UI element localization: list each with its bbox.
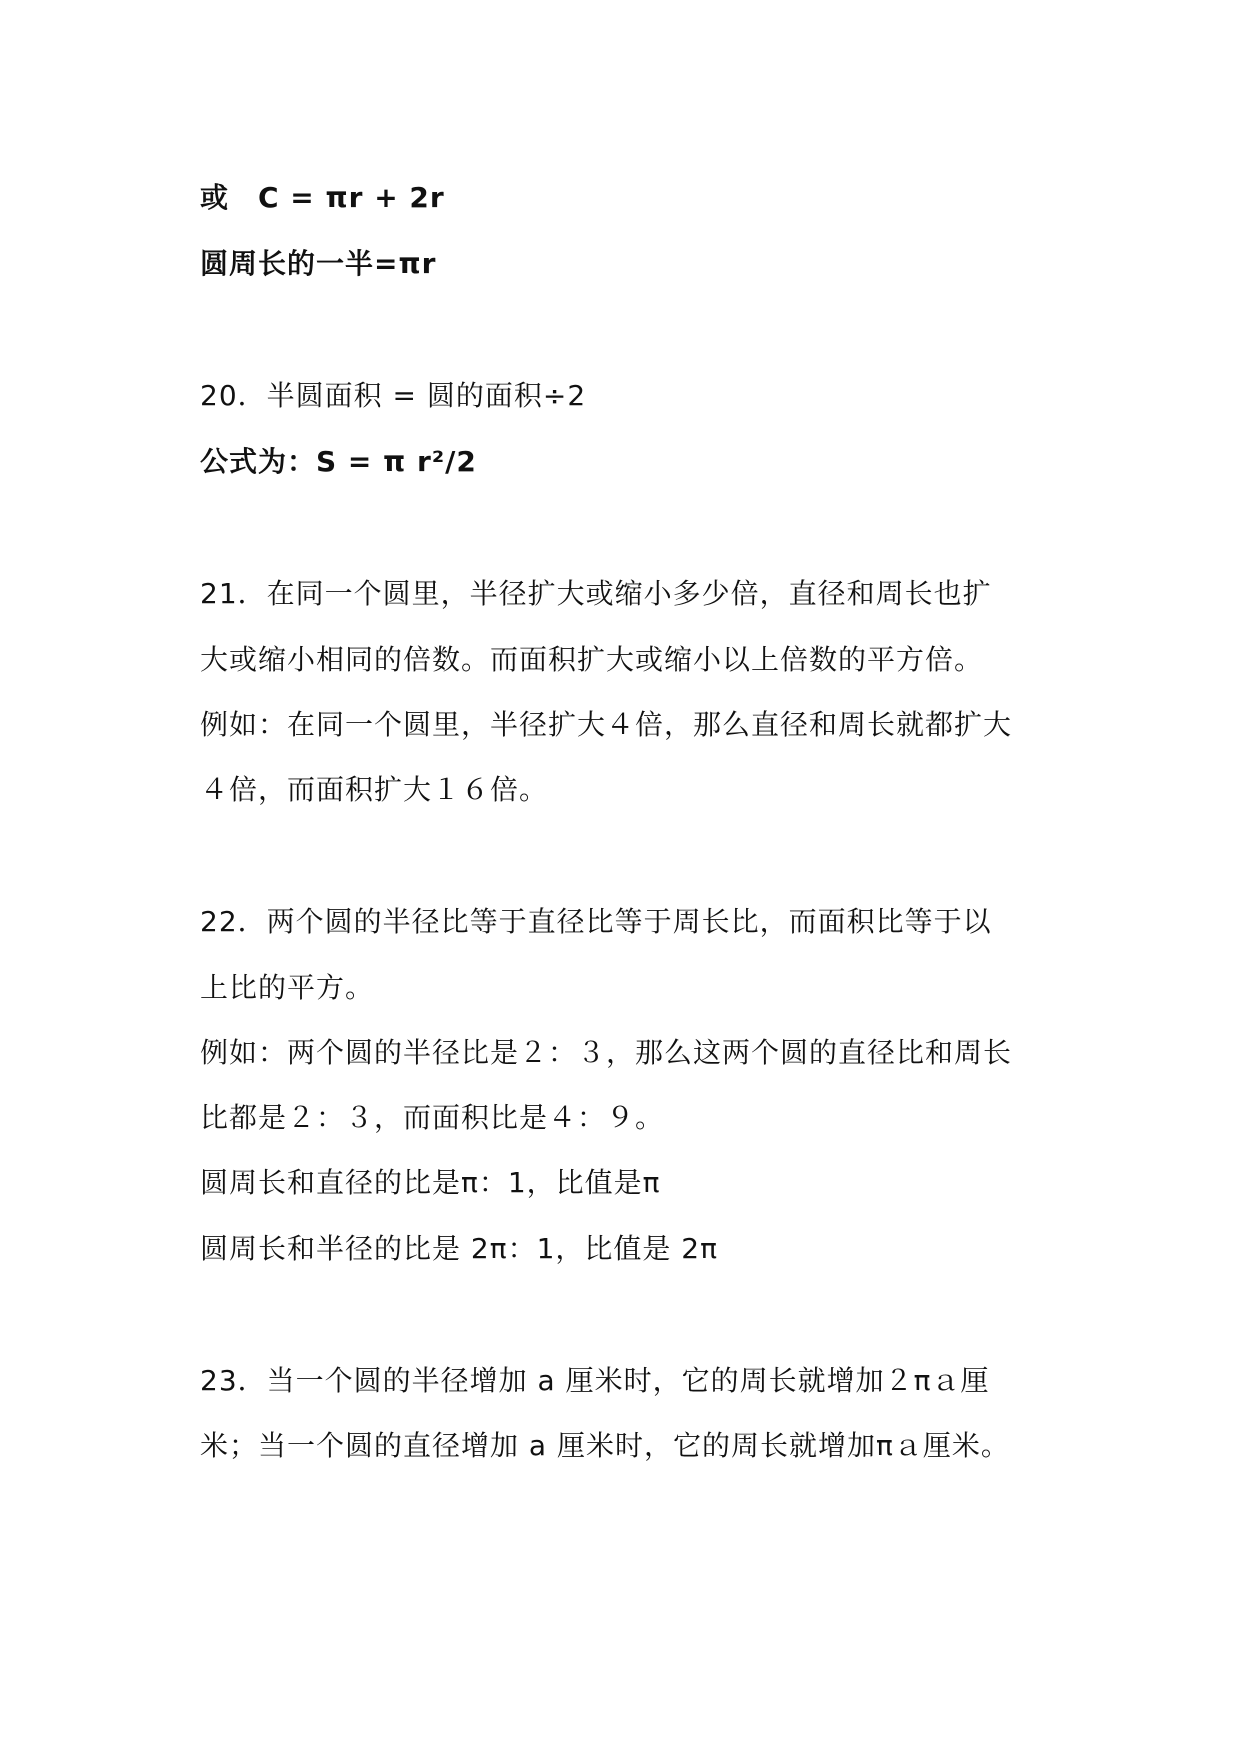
item-21-example-line-1: 例如：在同一个圆里，半径扩大４倍，那么直径和周长就都扩大 [200, 708, 1013, 741]
item-20-formula: 公式为：S = π r²/2 [200, 445, 477, 478]
item-20-text: 20．半圆面积 = 圆的面积÷2 [200, 379, 587, 412]
formula-half-circumference: 圆周长的一半=πr [200, 247, 437, 280]
item-21-line-2: 大或缩小相同的倍数。而面积扩大或缩小以上倍数的平方倍。 [200, 643, 984, 676]
item-22-line-1: 22．两个圆的半径比等于直径比等于周长比，而面积比等于以 [200, 905, 992, 938]
item-22-ratio-diameter: 圆周长和直径的比是π：1，比值是π [200, 1166, 661, 1199]
item-21-line-1: 21．在同一个圆里，半径扩大或缩小多少倍，直径和周长也扩 [200, 577, 992, 610]
item-22-line-2: 上比的平方。 [200, 971, 375, 1004]
item-22-ratio-radius: 圆周长和半径的比是 2π：1，比值是 2π [200, 1232, 718, 1265]
item-21-example-line-2: ４倍，而面积扩大１６倍。 [200, 773, 549, 806]
item-22-example-line-1: 例如：两个圆的半径比是２：３，那么这两个圆的直径比和周长 [200, 1036, 1013, 1069]
item-23-line-2: 米；当一个圆的直径增加 a 厘米时，它的周长就增加πａ厘米。 [200, 1429, 1010, 1462]
item-22-example-line-2: 比都是２：３，而面积比是４：９。 [200, 1101, 665, 1134]
formula-circumference-alt: 或 C = πr + 2r [200, 181, 445, 214]
item-23-line-1: 23．当一个圆的半径增加 a 厘米时，它的周长就增加２πａ厘 [200, 1364, 990, 1397]
